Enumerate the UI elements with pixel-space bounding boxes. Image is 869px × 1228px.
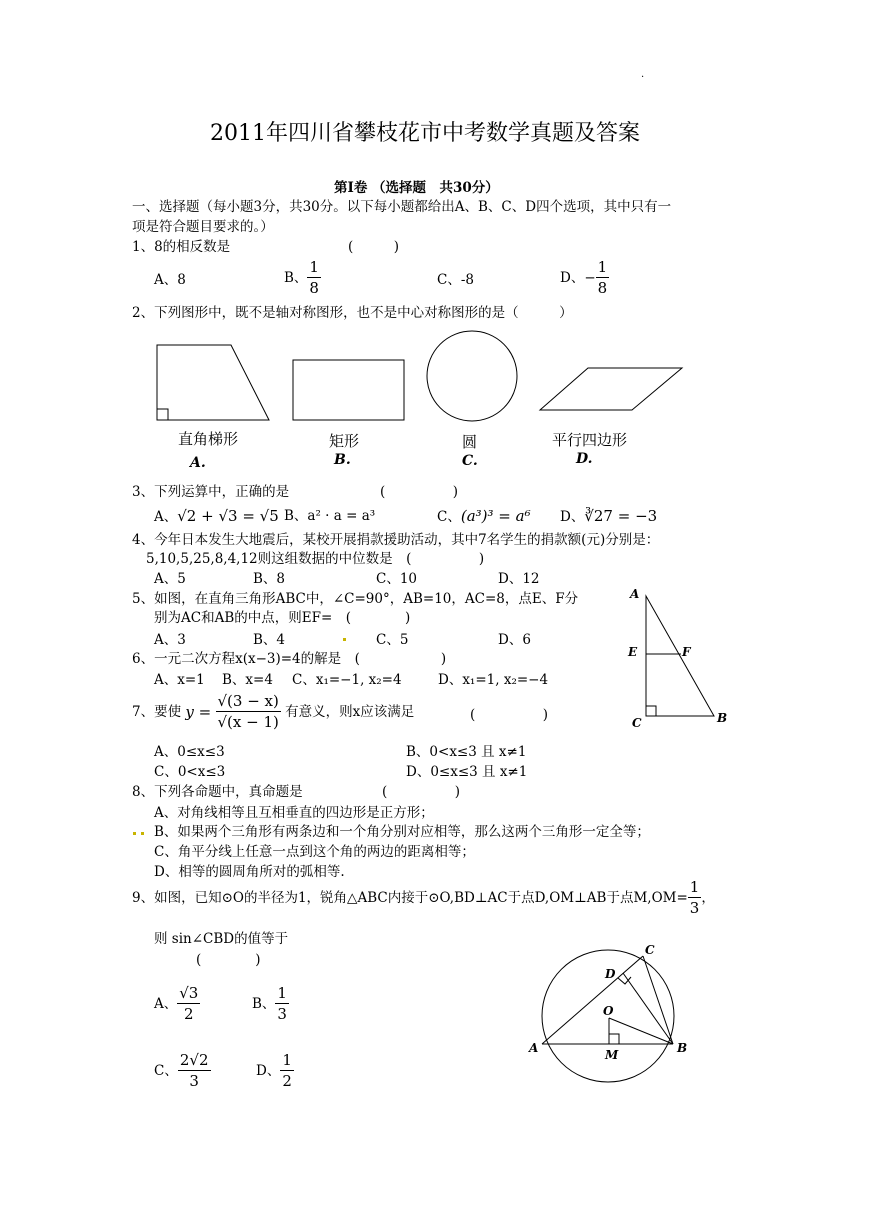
q1-option-a: A、8 xyxy=(154,272,186,288)
right-angle-mark-m xyxy=(609,1034,619,1044)
q2-letter-d: D. xyxy=(576,451,593,467)
label-d: D xyxy=(605,967,616,981)
q6-option-b: B、x=4 xyxy=(222,672,273,688)
label-f: F xyxy=(682,645,691,659)
q5-option-b: B、4 xyxy=(253,632,286,648)
circle-shape xyxy=(427,331,517,421)
q5-triangle-figure xyxy=(620,584,740,732)
q9-stem: 9、如图，已知⊙O的半径为1，锐角△ABC内接于⊙O,BD⊥AC于点D,OM⊥AB于点M,OM= $\frac{1}{3}$ ， xyxy=(132,878,715,917)
q5-option-c: C、5 xyxy=(376,632,409,648)
q5-stem-2: 别为AC和AB的中点，则EF= ( ) xyxy=(154,610,411,626)
q2-letter-b: B. xyxy=(334,452,351,468)
q7-option-c: C、0<x≤3 xyxy=(154,764,226,780)
q6-option-d: D、x₁=1, x₂=−4 xyxy=(438,672,549,688)
q1-option-d: D、− $\frac{1}{8}$ xyxy=(560,258,608,297)
q2-letter-a: A. xyxy=(190,455,206,471)
q6-stem: 6、一元二次方程x(x−3)=4的解是 ( ) xyxy=(132,651,447,667)
q6-option-c: C、x₁=−1, x₂=4 xyxy=(292,672,402,688)
q4-stem: 4、今年日本发生大地震后，某校开展捐款援助活动，其中7名学生的捐款额(元)分别是： xyxy=(132,532,660,548)
q1-stem: 1、8的相反数是 xyxy=(132,239,231,255)
chord-ac xyxy=(542,956,643,1044)
q9-option-c: C、 $\frac{2√2}{3}$ xyxy=(154,1051,209,1090)
q2-name-c: 圆 xyxy=(462,433,478,451)
intro-line-1: 一、选择题（每小题3分，共30分。以下每小题都给出A、B、C、D四个选项，其中只有一 xyxy=(132,199,672,215)
q3-stem: 3、下列运算中，正确的是 xyxy=(132,484,290,500)
q2-shapes-figure xyxy=(150,328,710,436)
q3-paren: ( ) xyxy=(380,484,459,500)
q9-circle-figure xyxy=(525,938,700,1088)
q9-line-2: 则 sin∠CBD的值等于 xyxy=(154,931,289,947)
chord-bc xyxy=(643,956,673,1044)
q8-stem: 8、下列各命题中，真命题是 xyxy=(132,784,303,800)
q3-option-b: B、a² · a = a³ xyxy=(284,508,376,524)
q5-option-d: D、6 xyxy=(498,632,531,648)
q6-option-a: A、x=1 xyxy=(154,672,205,688)
label-e: E xyxy=(628,645,638,659)
q8-option-d: D、相等的圆周角所对的弧相等. xyxy=(154,864,345,880)
label-a: A xyxy=(630,587,640,601)
q4-option-c: C、10 xyxy=(376,571,418,587)
label-o: O xyxy=(603,1004,614,1018)
q7-expression: 7、要使 y = $\frac{√(3 - x)}{√(x - 1)}$ 有意义，则x应该满足 xyxy=(132,692,415,731)
right-angle-mark xyxy=(646,706,656,716)
q9-option-a: A、 $\frac{√3}{2}$ xyxy=(154,984,199,1023)
label-c: C xyxy=(645,943,655,957)
q4-data-line: 5,10,5,25,8,4,12则这组数据的中位数是 ( ) xyxy=(146,551,485,567)
q4-option-a: A、5 xyxy=(154,571,186,587)
q7-paren: ( ) xyxy=(470,707,549,723)
q8-option-c: C、角平分线上任意一点到这个角的两边的距离相等； xyxy=(154,844,475,860)
q5-stem-1: 5、如图，在直角三角形ABC中，∠C=90°，AB=10，AC=8，点E、F分 xyxy=(132,591,579,607)
q7-option-b: B、0<x≤3 且 x≠1 xyxy=(406,744,527,760)
q3-option-d: D、∛27 = −3 xyxy=(560,507,658,525)
label-b: B xyxy=(677,1041,688,1055)
q2-name-d: 平行四边形 xyxy=(552,431,628,449)
right-trapezoid-shape xyxy=(157,345,269,420)
q2-stem: 2、下列图形中，既不是轴对称图形，也不是中心对称图形的是（ ） xyxy=(132,305,573,321)
stray-mark xyxy=(343,638,346,641)
label-c: C xyxy=(632,716,642,730)
stray-mark-2 xyxy=(141,832,144,835)
q1-option-b: B、 $\frac{1}{8}$ xyxy=(284,258,319,297)
triangle-abc xyxy=(646,596,714,716)
q1-option-c: C、-8 xyxy=(437,272,474,288)
intro-line-2: 项是符合题目要求的。） xyxy=(132,219,274,235)
right-angle-mark xyxy=(157,409,168,420)
q2-letter-c: C. xyxy=(462,453,478,469)
stray-mark-1 xyxy=(133,832,136,835)
q7-option-d: D、0≤x≤3 且 x≠1 xyxy=(406,764,528,780)
q9-paren: ( ) xyxy=(196,952,261,968)
page-title: 2011年四川省攀枝花市中考数学真题及答案 xyxy=(210,121,640,146)
q8-option-a: A、对角线相等且互相垂直的四边形是正方形； xyxy=(154,805,434,821)
q9-option-b: B、 $\frac{1}{3}$ xyxy=(252,984,287,1023)
q3-option-a: A、√2 + √3 = √5 xyxy=(154,507,279,525)
q2-name-a: 直角梯形 xyxy=(178,430,239,448)
q3-option-c: C、(a³)³ = a⁶ xyxy=(437,507,531,525)
q2-name-b: 矩形 xyxy=(329,432,360,450)
q1-paren: ( ) xyxy=(348,239,400,255)
q5-option-a: A、3 xyxy=(154,632,186,648)
parallelogram-shape xyxy=(540,368,682,410)
right-angle-mark-d xyxy=(618,977,631,984)
q9-option-d: D、 $\frac{1}{2}$ xyxy=(256,1051,292,1090)
q4-option-d: D、12 xyxy=(498,571,540,587)
q4-option-b: B、8 xyxy=(253,571,286,587)
header-dot: . xyxy=(641,69,645,80)
q8-option-b: B、如果两个三角形有两条边和一个角分别对应相等，那么这两个三角形一定全等； xyxy=(154,824,650,840)
section-heading: 第Ⅰ卷 （选择题 共30分） xyxy=(334,180,499,196)
q8-paren: ( ) xyxy=(382,784,461,800)
q7-option-a: A、0≤x≤3 xyxy=(154,744,225,760)
label-a: A xyxy=(529,1041,539,1055)
rectangle-shape xyxy=(293,360,404,420)
label-b: B xyxy=(717,711,728,725)
label-m: M xyxy=(605,1048,619,1062)
